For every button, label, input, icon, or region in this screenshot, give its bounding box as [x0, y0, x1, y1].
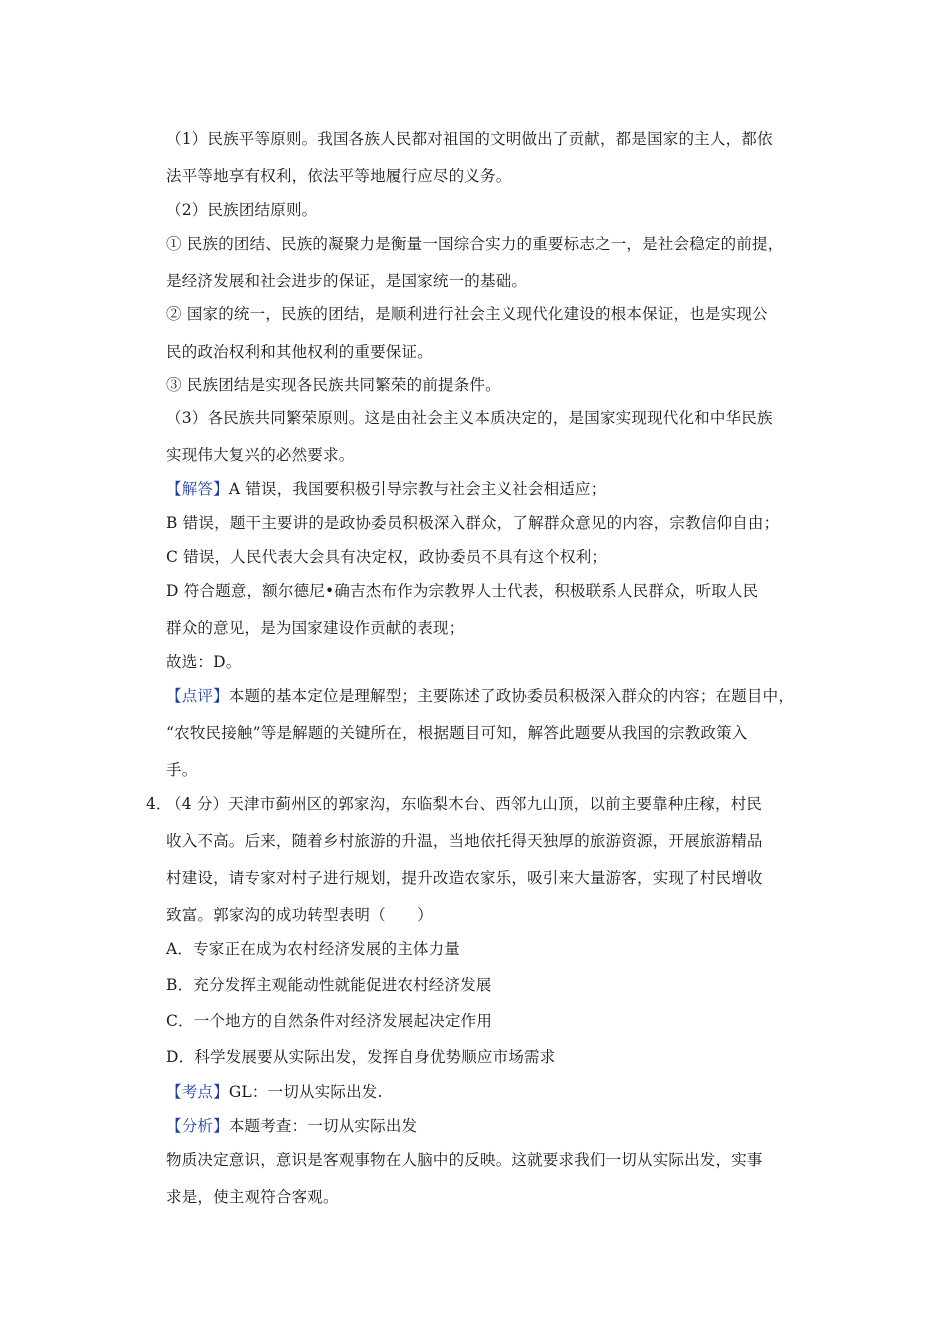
answer-line-d-2: 群众的意见，是为国家建设作贡献的表现；: [166, 619, 465, 637]
option-b: B．充分发挥主观能动性就能促进农村经济发展: [166, 976, 492, 994]
answer-choice: 故选：D。: [166, 653, 242, 671]
principle-2c: ③ 民族团结是实现各民族共同繁荣的前提条件。: [166, 376, 501, 394]
comment-line-3: 手。: [166, 761, 198, 779]
principle-2b-line-2: 民的政治权利和其他权利的重要保证。: [166, 343, 433, 361]
comment-tag: 【点评】: [166, 687, 229, 705]
principle-2a-line-1: ① 民族的团结、民族的凝聚力是衡量一国综合实力的重要标志之一，是社会稳定的前提，: [166, 235, 784, 253]
fenxi-line-2: 物质决定意识，意识是客观事物在人脑中的反映。这就要求我们一切从实际出发，实事: [166, 1151, 763, 1169]
principle-3-line-1: （3）各民族共同繁荣原则。这是由社会主义本质决定的，是国家实现现代化和中华民族: [166, 409, 773, 427]
answer-tag: 【解答】: [166, 480, 229, 498]
option-c: C．一个地方的自然条件对经济发展起决定作用: [166, 1012, 493, 1030]
answer-line-c: C 错误，人民代表大会具有决定权，政协委员不具有这个权利；: [166, 548, 608, 566]
question-stem-line-4: 致富。郭家沟的成功转型表明（ ）: [166, 906, 433, 924]
option-d: D．科学发展要从实际出发，发挥自身优势顺应市场需求: [166, 1048, 556, 1066]
question-stem-line-3: 村建设，请专家对村子进行规划，提升改造农家乐，吸引来大量游客，实现了村民增收: [166, 869, 763, 887]
principle-3-line-2: 实现伟大复兴的必然要求。: [166, 446, 355, 464]
kaodian-line: 【考点】GL：一切从实际出发.: [166, 1083, 383, 1101]
question-number: 4．: [146, 795, 172, 813]
question-stem-line-2: 收入不高。后来，随着乡村旅游的升温，当地依托得天独厚的旅游资源，开展旅游精品: [166, 832, 763, 850]
fenxi-tag: 【分析】: [166, 1117, 229, 1135]
kaodian-tag: 【考点】: [166, 1083, 229, 1101]
principle-1-line-2: 法平等地享有权利，依法平等地履行应尽的义务。: [166, 167, 512, 185]
principle-1-line-1: （1）民族平等原则。我国各族人民都对祖国的文明做出了贡献，都是国家的主人，都依: [166, 130, 773, 148]
question-stem-line-1: （4 分）天津市蓟州区的郭家沟，东临梨木台、西邻九山顶，以前主要靠种庄稼，村民: [166, 795, 763, 813]
answer-line-d-1: D 符合题意，额尔德尼•确吉杰布作为宗教界人士代表，积极联系人民群众，听取人民: [166, 582, 759, 600]
principle-2a-line-2: 是经济发展和社会进步的保证，是国家统一的基础。: [166, 272, 528, 290]
principle-2b-line-1: ② 国家的统一，民族的团结，是顺利进行社会主义现代化建设的根本保证，也是实现公: [166, 305, 768, 323]
comment-line-1: 【点评】本题的基本定位是理解型；主要陈述了政协委员积极深入群众的内容；在题目中，: [166, 687, 795, 705]
comment-line-2: “农牧民接触”等是解题的关键所在，根据题目可知，解答此题要从我国的宗教政策入: [166, 724, 748, 742]
answer-line-a: 【解答】A 错误，我国要积极引导宗教与社会主义社会相适应；: [166, 480, 607, 498]
fenxi-line-1: 【分析】本题考查：一切从实际出发: [166, 1117, 418, 1135]
principle-2-heading: （2）民族团结原则。: [166, 201, 318, 219]
option-a: A．专家正在成为农村经济发展的主体力量: [166, 940, 460, 958]
fenxi-line-3: 求是，使主观符合客观。: [166, 1188, 339, 1206]
answer-line-b: B 错误，题干主要讲的是政协委员积极深入群众，了解群众意见的内容，宗教信仰自由；: [166, 514, 780, 532]
